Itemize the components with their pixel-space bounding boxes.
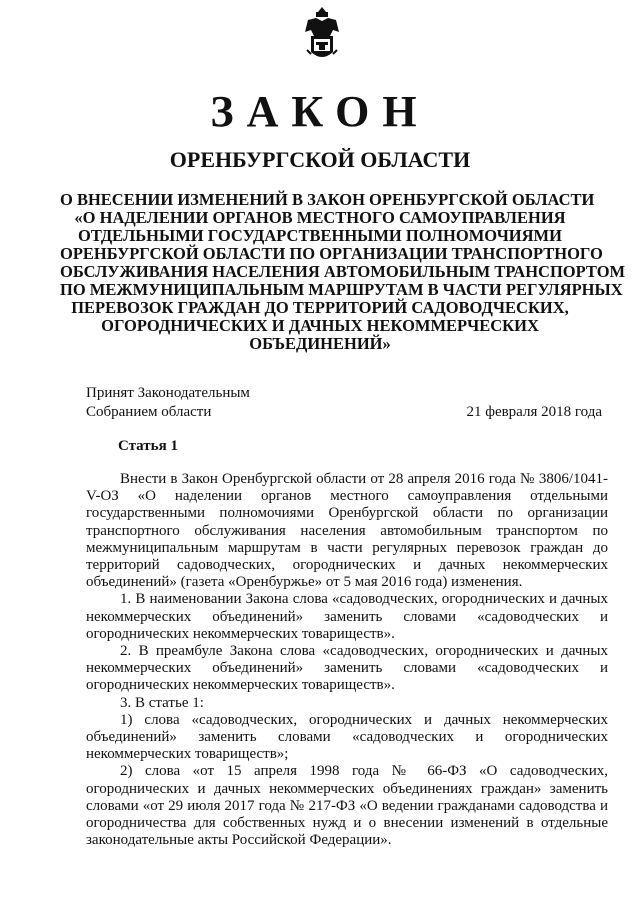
document-title-line: ПО МЕЖМУНИЦИПАЛЬНЫМ МАРШРУТАМ В ЧАСТИ РЕГУЛЯРНЫХ [60, 280, 623, 299]
document-title-line: ОБСЛУЖИВАНИЯ НАСЕЛЕНИЯ АВТОМОБИЛЬНЫМ ТРАНСПОРТОМ [60, 262, 626, 281]
coat-of-arms-icon [302, 6, 342, 64]
document-title-line: ПЕРЕВОЗОК ГРАЖДАН ДО ТЕРРИТОРИЙ САДОВОДЧЕСКИХ, [71, 298, 569, 317]
document-title-line: «О НАДЕЛЕНИИ ОРГАНОВ МЕСТНОГО САМОУПРАВЛЕНИЯ [74, 208, 566, 227]
article-paragraph: 3. В статье 1: [120, 694, 204, 711]
article-body [86, 471, 608, 849]
adoption-line-1: Принят Законодательным [86, 385, 250, 401]
document-title [60, 190, 626, 353]
article-title: Статья 1 [118, 438, 178, 454]
document-title-line: О ВНЕСЕНИИ ИЗМЕНЕНИЙ В ЗАКОН ОРЕНБУРГСКОЙ ОБЛАСТИ [60, 190, 595, 209]
article-paragraph: 1) слова «садоводческих, огороднических и дачных некоммерческих объединений» заменить словами «садоводческих и огороднических некоммерческих товариществ»; [86, 711, 608, 763]
article-paragraph: 2. В преамбуле Закона слова «садоводческих, огороднических и дачных некоммерческих объединений» заменить словами «садоводческих и огороднических некоммерческих товариществ». [86, 643, 608, 694]
article-paragraph: 1. В наименовании Закона слова «садоводческих, огороднических и дачных некоммерческих объединений» заменить словами «садоводческих и огороднических некоммерческих товариществ». [86, 591, 608, 642]
document-title-line: ОТДЕЛЬНЫМИ ГОСУДАРСТВЕННЫМИ ПОЛНОМОЧИЯМИ [78, 226, 562, 245]
article-paragraph: Внести в Закон Оренбургской области от 28 апреля 2016 года № 3806/1041-V-ОЗ «О наделении органов местного самоуправления отдельными государственными полномочиями Оренбургской области по организации транспортного обслуживания населения автомобильным транспортом по межмуниципальным маршрутам в части регулярных перевозок граждан до территорий садоводческих, огороднических и дачных некоммерческих объединений» (газета «Оренбуржье» от 5 мая 2016 года) изменения. [86, 471, 608, 591]
document-title-line: ОГОРОДНИЧЕСКИХ И ДАЧНЫХ НЕКОММЕРЧЕСКИХ [101, 316, 539, 335]
document-title-line: ОБЪЕДИНЕНИЙ» [249, 334, 391, 353]
document-type-title: ЗАКОН [210, 87, 430, 136]
adoption-date: 21 февраля 2018 года [466, 404, 602, 420]
region-subtitle: ОРЕНБУРГСКОЙ ОБЛАСТИ [169, 147, 471, 172]
adoption-line-2: Собранием области [86, 404, 212, 420]
adoption-note [86, 384, 250, 422]
article-paragraph: 2) слова «от 15 апреля 1998 года № 66-ФЗ «О садоводческих, огороднических и дачных некоммерческих объединениях граждан» заменить словами «от 29 июля 2017 года № 217-ФЗ «О ведении гражданами садоводства и огородничества для собственных нужд и о внесении изменений в отдельные законодательные акты Российской Федерации». [86, 763, 608, 849]
document-title-line: ОРЕНБУРГСКОЙ ОБЛАСТИ ПО ОРГАНИЗАЦИИ ТРАНСПОРТНОГО [60, 244, 603, 263]
